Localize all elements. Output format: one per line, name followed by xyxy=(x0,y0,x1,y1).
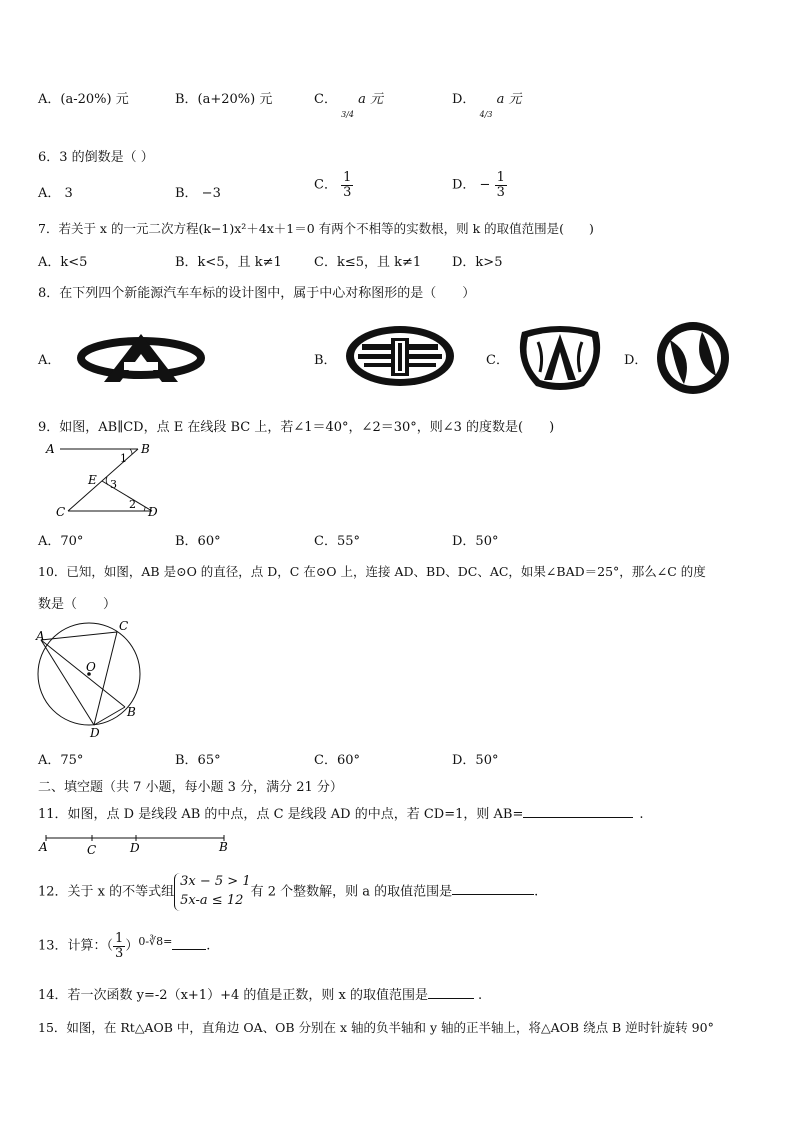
q8-logo-c xyxy=(514,322,606,392)
q9-angle-3: 3 xyxy=(110,478,117,491)
q8-stem: 8．在下列四个新能源汽车车标的设计图中，属于中心对称图形的是（ ） xyxy=(38,286,476,301)
q5-option-d-tail: a 元 xyxy=(496,92,522,107)
q8-label-c: C． xyxy=(486,353,509,368)
q13-prefix: 13．计算：（ xyxy=(38,938,114,954)
q9-option-d: D．50° xyxy=(452,534,499,549)
q5-option-b: B．(a+20%) 元 xyxy=(175,92,273,107)
q6-option-c-numerator: 1 xyxy=(343,170,352,185)
q12-inequality-2: 5x-a ≤ 12 xyxy=(180,892,244,908)
q5-option-c xyxy=(314,88,383,119)
q12-suffix: 有 2 个整数解，则 a 的取值范围是 xyxy=(250,884,453,900)
q10-option-b: B．65° xyxy=(175,753,221,768)
q9-angle-2: 2 xyxy=(129,498,136,511)
q7-stem: 7．若关于 x 的一元二次方程(k−1)x²＋4x＋1＝0 有两个不相等的实数根，则 k 的取值范围是( ) xyxy=(38,221,594,236)
q5-option-d xyxy=(452,88,522,119)
q5-option-d-fraction: 4/3 xyxy=(479,110,493,119)
q9-figure xyxy=(40,438,170,518)
q14-answer-blank[interactable] xyxy=(428,986,474,999)
q9-option-b: B．60° xyxy=(175,534,221,549)
q12-inequality-1: 3x − 5 > 1 xyxy=(180,874,251,889)
q10-option-d: D．50° xyxy=(452,753,499,768)
q10-figure xyxy=(32,618,148,740)
q11-label-a: A xyxy=(39,840,48,854)
q11-answer-blank[interactable] xyxy=(523,805,633,818)
q10-label-o: O xyxy=(86,660,96,674)
q5-option-c-tail: a 元 xyxy=(358,92,383,107)
q11-stem xyxy=(38,803,644,822)
q8-label-b: B． xyxy=(314,353,337,368)
q12-stem xyxy=(38,873,538,911)
q6-option-c-denominator: 3 xyxy=(343,184,352,200)
q13-answer-blank[interactable] xyxy=(172,937,206,950)
q9-option-a: A．70° xyxy=(38,534,84,549)
q10-label-b: B xyxy=(127,705,136,719)
q14-end: . xyxy=(477,988,483,1003)
q13-expression: 0-∛8= xyxy=(138,934,173,948)
q15-stem: 15．如图，在 Rt△AOB 中，直角边 OA、OB 分别在 x 轴的负半轴和 y 轴的正半轴上，将△AOB 绕点 B 逆时针旋转 90° xyxy=(38,1020,714,1035)
q13-end: . xyxy=(206,938,211,954)
q5-option-d-letter: D． xyxy=(452,92,476,107)
q12-end: . xyxy=(534,884,539,900)
q5-option-c-letter: C． xyxy=(314,92,337,107)
q10-stem-line2: 数是（ ） xyxy=(38,597,117,612)
q6-stem: 6．3 的倒数是（ ） xyxy=(38,150,154,165)
q8-logo-a xyxy=(74,332,208,384)
q9-stem: 9．如图，AB∥CD，点 E 在线段 BC 上，若∠1＝40°，∠2＝30°，则∠3 的度数是( ) xyxy=(38,420,555,435)
q6-option-c xyxy=(314,171,353,199)
q11-figure xyxy=(36,830,236,856)
q10-option-c: C．60° xyxy=(314,753,360,768)
q12-prefix: 12．关于 x 的不等式组 xyxy=(38,884,175,900)
q10-label-c: C xyxy=(119,619,129,633)
q9-label-c: C xyxy=(56,505,66,518)
q13-denominator: 3 xyxy=(115,945,124,961)
q12-inequality-system xyxy=(174,873,250,911)
q11-label-c: C xyxy=(87,843,97,856)
q6-option-d-letter: D． − xyxy=(452,177,491,193)
q6-option-c-letter: C． xyxy=(314,177,337,193)
q7-option-a: A．k<5 xyxy=(38,255,88,270)
q10-label-d: D xyxy=(90,726,100,740)
q14-stem xyxy=(38,984,482,1003)
q10-label-a: A xyxy=(36,629,45,643)
q6-option-d-numerator: 1 xyxy=(496,170,505,185)
q6-option-a: A． 3 xyxy=(38,186,73,201)
section-2-heading: 二、填空题（共 7 小题，每小题 3 分，满分 21 分） xyxy=(38,780,343,795)
q11-stem-end: . xyxy=(639,807,644,822)
q7-option-c: C．k≤5，且 k≠1 xyxy=(314,255,422,270)
q6-option-b: B． −3 xyxy=(175,186,221,201)
q10-option-a: A．75° xyxy=(38,753,84,768)
q9-label-a: A xyxy=(46,442,55,456)
q8-label-a: A． xyxy=(38,353,61,368)
q7-option-d: D．k>5 xyxy=(452,255,503,270)
q11-label-b: B xyxy=(219,840,228,854)
q6-option-d xyxy=(452,171,507,199)
q7-option-b: B．k<5，且 k≠1 xyxy=(175,255,282,270)
q8-logo-b xyxy=(344,324,456,388)
q11-stem-text: 11．如图，点 D 是线段 AB 的中点，点 C 是线段 AD 的中点，若 CD=1，则 AB= xyxy=(38,807,524,822)
q10-stem-line1: 10．已知，如图，AB 是⊙O 的直径，点 D，C 在⊙O 上，连接 AD、BD、DC、AC，如果∠BAD＝25°，那么∠C 的度 xyxy=(38,564,706,579)
q5-option-c-fraction: 3/4 xyxy=(341,110,354,119)
q6-option-d-denominator: 3 xyxy=(496,184,505,200)
q9-label-d: D xyxy=(148,505,158,518)
q13-stem xyxy=(38,932,210,960)
q5-option-a: A．(a-20%) 元 xyxy=(38,92,129,107)
q9-option-c: C．55° xyxy=(314,534,360,549)
q9-label-b: B xyxy=(141,442,150,456)
q9-label-e: E xyxy=(88,473,97,487)
q12-answer-blank[interactable] xyxy=(452,882,534,895)
q8-logo-d xyxy=(654,320,732,396)
q13-close: ） xyxy=(125,938,139,954)
q9-line-bc xyxy=(68,449,138,511)
q13-numerator: 1 xyxy=(115,931,124,946)
q14-stem-text: 14．若一次函数 y=-2（x+1）+4 的值是正数，则 x 的取值范围是 xyxy=(38,988,428,1003)
q9-angle-1: 1 xyxy=(120,452,127,465)
q8-label-d: D． xyxy=(624,353,648,368)
q11-label-d: D xyxy=(130,841,140,855)
